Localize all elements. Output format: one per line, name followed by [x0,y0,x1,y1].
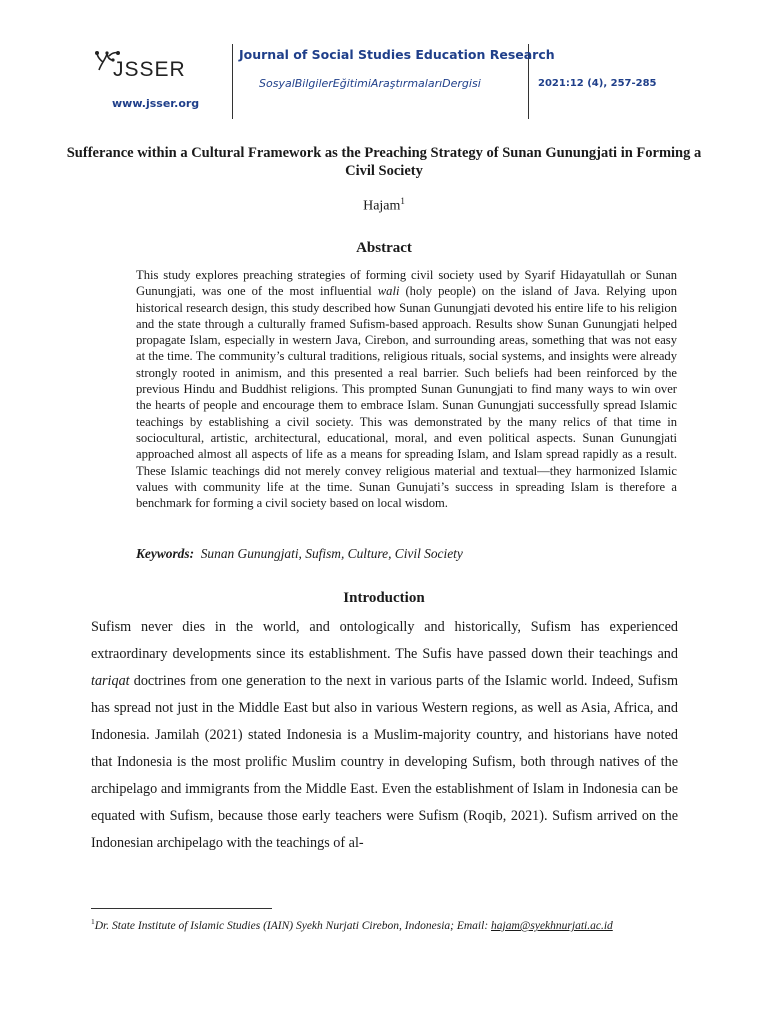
keywords-label: Keywords: [136,546,195,561]
header-divider [232,44,233,119]
footnote-rule [91,908,272,909]
site-url-link[interactable]: www.jsser.org [112,97,200,110]
keywords-line [136,546,677,562]
abstract-heading: Abstract [356,240,412,256]
abstract-text: This study explores preaching strategies of forming civil society used by Syarif Hidayatullah or Sunan Gunungjati, was one of the most influential wali (holy people) on the island of Java. Relying upon historical research design, this study described how Sunan Gunungjati devoted his entire life to his religion and the state through a culturally framed Sufism-based approach. Results show Sunan Gunungjati helped propagate Islam, especially in western Java, Cirebon, and surrounding areas, something that was not easy at the time. The community’s cultural traditions, religious rituals, social systems, and insights were already strongly rooted in animism, and this presented a real barrier. Such beliefs had been reinforced by the previous Hindu and Buddhist religions. This prompted Sunan Gunungjati to find many ways to win over the hearts of people and encourage them to embrace Islam. Sunan Gunungjati successfully spread Islamic teachings by establishing a civil society. This was demonstrated by the many relics of that time in sociocultural, artistic, architectural, educational, moral, and even political aspects. Sunan Gunungjati approached almost all aspects of life as a means for spreading Islam, and Islam spread rapidly as a result. These Islamic teachings did not merely convey religious material and textual—they harmonized Islamic values with community life at the time. Sunan Gunujati’s success in spreading Islam is therefore a benchmark for forming a civil society based on local wisdom. [136,268,678,511]
journal-subtitle: SosyalBilgilerEğitimiAraştırmalarıDergisi [259,77,481,90]
introduction-text: Sufism never dies in the world, and ontologically and historically, Sufism has experienced extraordinary developments since its establishment. The Sufis have passed down their teachings and tariqat doctrines from one generation to the next in various parts of the Islamic world. Indeed, Sufism has spread not just in the Middle East but also in various Western regions, as well as Asia, Africa, and Indonesia. Jamilah (2021) stated Indonesia is a Muslim-majority country, and historians have noted that Indonesia is the most prolific Muslim country in developing Sufism, both through natives of the archipelago and immigrants from the Middle East. Even the establishment of Islam in Indonesia can be equated with Sufism, because those early teachers were Sufism (Roqib, 2021). Sufism arrived on the Indonesian archipelago with the teachings of al- [91,619,678,851]
issue-info: 2021:12 (4), 257-285 [538,78,657,89]
emphasis-wali: wali [377,284,400,299]
author-note-mark: 1 [400,196,405,206]
footnote-text: Dr. State Institute of Islamic Studies (IAIN) Syekh Nurjati Cirebon, Indonesia; Email: [94,919,492,932]
journal-header [0,0,768,130]
introduction-heading: Introduction [343,590,425,606]
author-name: Hajam [363,198,401,214]
jsser-logo [93,48,203,90]
article-title: Sufferance within a Cultural Framework as the Preaching Strategy of Sunan Gunungjati in Forming a Civil Society [66,145,702,179]
logo-text: JSSER [113,58,186,81]
keywords-values: Sunan Gunungjati, Sufism, Culture, Civil Society [200,546,463,561]
footnote-mark: 1 [91,917,95,926]
author-line [0,196,768,215]
journal-title: Journal of Social Studies Education Research [239,47,555,62]
footnote [91,917,691,932]
footnote-email-link[interactable]: hajam@syekhnurjati.ac.id [491,919,613,932]
emphasis-tariqat: tariqat [91,673,130,689]
